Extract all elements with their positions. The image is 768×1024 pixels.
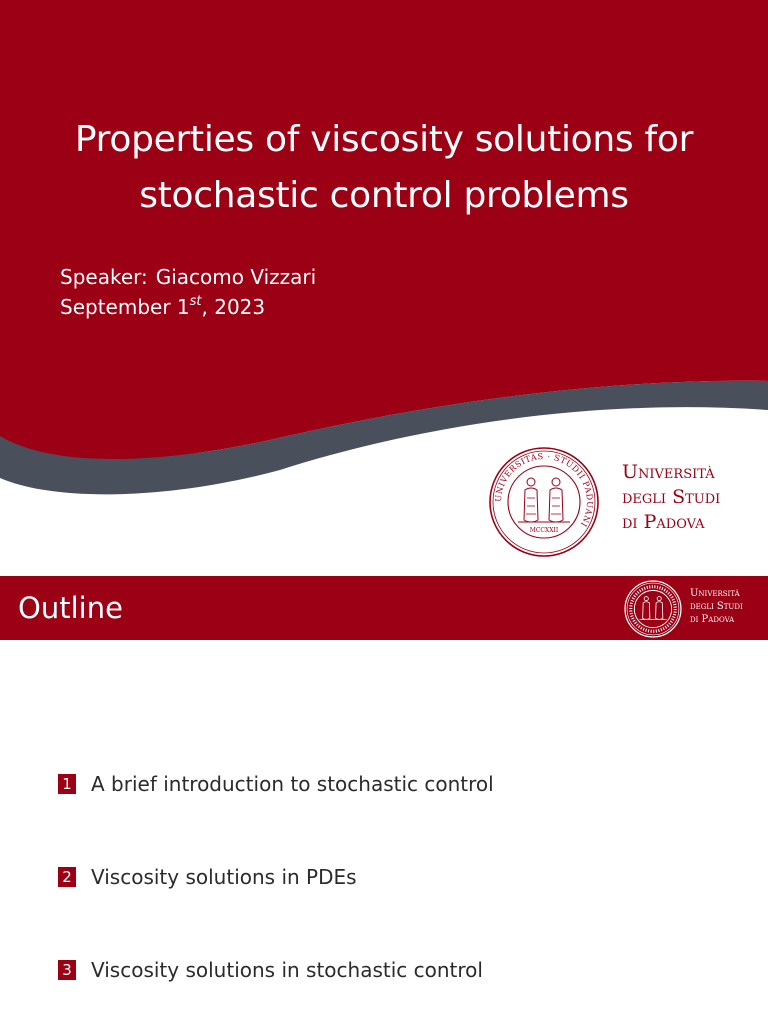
title-line-1: Properties of viscosity solutions for xyxy=(74,119,694,160)
date-year: , 2023 xyxy=(201,295,266,319)
presentation-title xyxy=(40,112,728,224)
speaker-name: Giacomo Vizzari xyxy=(155,265,317,289)
date-prefix: September 1 xyxy=(60,295,190,319)
outline-item-2-label: Viscosity solutions in PDEs xyxy=(91,865,357,889)
outline-title: Outline xyxy=(18,591,123,625)
presentation-meta xyxy=(60,262,316,322)
date-ordinal: st xyxy=(189,294,202,309)
outline-item-1-number: 1 xyxy=(58,774,76,794)
outline-item-1-label: A brief introduction to stochastic control xyxy=(91,772,494,796)
outline-slide xyxy=(0,576,768,1024)
outline-item-3[interactable] xyxy=(58,957,698,985)
outline-item-2-number: 2 xyxy=(58,867,76,887)
university-small-line-3: di Padova xyxy=(690,614,735,625)
speaker-label: Speaker: xyxy=(60,265,148,289)
university-seal-icon xyxy=(624,580,682,638)
title-line-2: stochastic control problems xyxy=(139,175,629,216)
outline-item-1[interactable] xyxy=(58,771,698,799)
university-seal-icon xyxy=(488,446,600,558)
outline-header xyxy=(0,576,768,640)
speaker-line xyxy=(60,262,316,292)
outline-item-2[interactable] xyxy=(58,864,698,892)
university-small-line-1: Università xyxy=(690,588,740,599)
seal-ring-text: UNIVERSITAS · STUDII PADUANI xyxy=(492,450,596,530)
university-small-line-2: degli Studi xyxy=(690,601,743,612)
university-line-2: degli Studi xyxy=(622,486,721,508)
university-wordmark-small xyxy=(690,587,743,626)
university-wordmark xyxy=(622,460,720,535)
date-line xyxy=(60,292,316,322)
outline-item-3-number: 3 xyxy=(58,960,76,980)
outline-item-3-label: Viscosity solutions in stochastic control xyxy=(91,958,483,982)
seal-date: MCCXXII xyxy=(529,527,559,534)
university-line-1: Università xyxy=(622,461,715,483)
university-line-3: di Padova xyxy=(622,511,705,533)
